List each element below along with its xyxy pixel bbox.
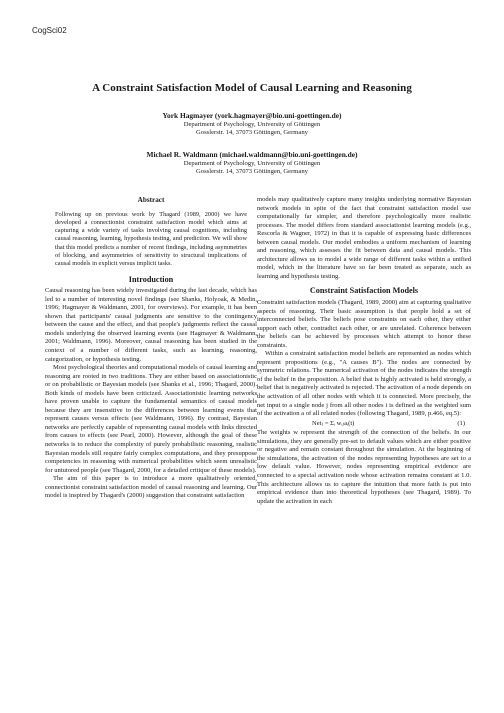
- abstract-text: Following up on previous work by Thagard (1989, 2000) we have developed a connectionist constraint satisfaction model which aims at capturing a wide variety of tasks involving causal cognitions, including causal reasoning, learning, hypothesis testing, and prediction. We will show that this model predicts a number of recent findings, including asymmetries of blocking, and asymmetries of sensitivity to structural implications of causal models in explicit versus implicit tasks.: [55, 210, 247, 268]
- csm-paragraph: Constraint satisfaction models (Thagard, 1989, 2000) aim at capturing qualitative aspects of reasoning. Their basic assumption is that people hold a set of interconnected beliefs. The beliefs pose constraints on each other, they either support each other, contradict each other, or are unrelated. Coherence between the beliefs can be achieved by processes which attempt to honor these constraints.: [257, 299, 471, 349]
- post-equation-paragraph: The weights w represent the strength of the connection of the beliefs. In our simulations, they are generally pre-set to default values which are either positive or negative and remain constant throughout the simulation. At the beginning of the simulations, the activation of the nodes representing hypotheses are set to a low default value. However, nodes representing empirical evidence are connected to a special activation node whose activation remains constant at 1.0. This architecture allows us to capture the intuition that more faith is put into empirical evidence than into theoretical hypotheses (see Thagard, 1989). To update the activation in each: [257, 429, 471, 505]
- paper-title: A Constraint Satisfaction Model of Causal Learning and Reasoning: [92, 82, 412, 94]
- intro-paragraph: The aim of this paper is to introduce a more qualitatively oriented, connectionist constraint satisfaction model of causal reasoning and learning. Our model is inspired by Thagard's (2000) suggestion that constraint satisfaction: [45, 475, 257, 500]
- right-column: [257, 196, 471, 506]
- author-department: Department of Psychology, University of Göttingen: [183, 120, 321, 128]
- left-column: [45, 196, 257, 501]
- introduction-heading: Introduction: [128, 274, 174, 284]
- intro-paragraph: Most psychological theories and computational models of causal learning and reasoning are rooted in two traditions. They are either based on associationistic or on probabilistic or Bayesian models (see Shanks et al., 1996; Thagard, 2000). Both kinds of models have been criticized. Associationistic learning networks have proven unable to capture the fundamental semantics of causal models because they are insensitive to the differences between learning events that represent causes versus effects (see Waldmann, 1996). By contrast, Bayesian networks are perfectly capable of representing causal models with links directed from causes to effects (see Pearl, 2000). However, although the goal of these networks is to reduce the complexity of purely probabilistic reasoning, realistic Bayesian models still require fairly complex computations, and they presuppose competencies in reasoning with numerical probabilities which seem unrealistic for untutored people (see Thagard, 2000, for a detailed critique of these models).: [45, 364, 257, 474]
- csm-section-heading: Constraint Satisfaction Models: [309, 286, 419, 296]
- abstract-heading: Abstract: [137, 196, 165, 204]
- equation-number: (1): [457, 419, 465, 427]
- author-address: Gosslerstr. 14, 37073 Göttingen, Germany: [196, 168, 308, 176]
- equation-1: [257, 420, 471, 429]
- author-department: Department of Psychology, University of Göttingen: [183, 159, 321, 167]
- author-block-2: [40, 151, 464, 177]
- author-address: Gosslerstr. 14, 37073 Göttingen, Germany: [196, 129, 308, 137]
- running-head: CogSci02: [32, 26, 67, 35]
- csm-paragraph: Within a constraint satisfaction model beliefs are represented as nodes which represent propositions (e.g., "A causes B"). The nodes are connected by symmetric relations. The numerical activation of the nodes indicates the strength of the belief in the proposition. A belief that is highly activated is held strongly, a belief that is negatively activated is rejected. The activation of a node depends on the activation of all other nodes with which it is connected. More precisely, the net input to a single node j from all other nodes i is defined as the weighted sum of the activation a of all related nodes (following Thagard, 1989, p.466, eq.5):: [257, 350, 471, 418]
- author-name: York Hagmayer (york.hagmayer@bio.uni-goettingen.de): [162, 111, 342, 120]
- continued-paragraph: models may qualitatively capture many insights underlying normative Bayesian network models in spite of the fact that constraint satisfaction model use computationally far simpler, and therefore psychologically more realistic processes. The model differs from standard associationist learning models (e.g., Rescorla & Wagner, 1972) in that it is capable of expressing basic differences between causal models. Our model embodies a uniform mechanism of learning and reasoning, which assesses the fit between data and causal models. This architecture allows us to model a wide range of different tasks within a unified model, which in the literature have so far been treated as separate, such as learning and hypothesis testing.: [257, 196, 471, 280]
- author-name: Michael R. Waldmann (michael.waldmann@bio.uni-goettingen.de): [146, 150, 358, 159]
- equation-formula: Netⱼ = Σᵢ wᵢⱼaᵢ(t): [312, 419, 355, 427]
- intro-paragraph: Causal reasoning has been widely investigated during the last decade, which has led to a number of interesting novel findings (see Shanks, Holyoak, & Medin, 1996; Hagmayer & Waldmann, 2001, for overviews). For example, it has been shown that participants' causal judgments are sensitive to the contingency between the cause and the effect, and that people's judgments reflect the causal models underlying the observed learning events (see Hagmayer & Waldmann, 2001; Waldmann, 1996). Moreover, causal reasoning has been studied in the context of a number of different tasks, such as learning, reasoning, categorization, or hypothesis testing.: [45, 287, 257, 363]
- author-block-1: [40, 112, 464, 138]
